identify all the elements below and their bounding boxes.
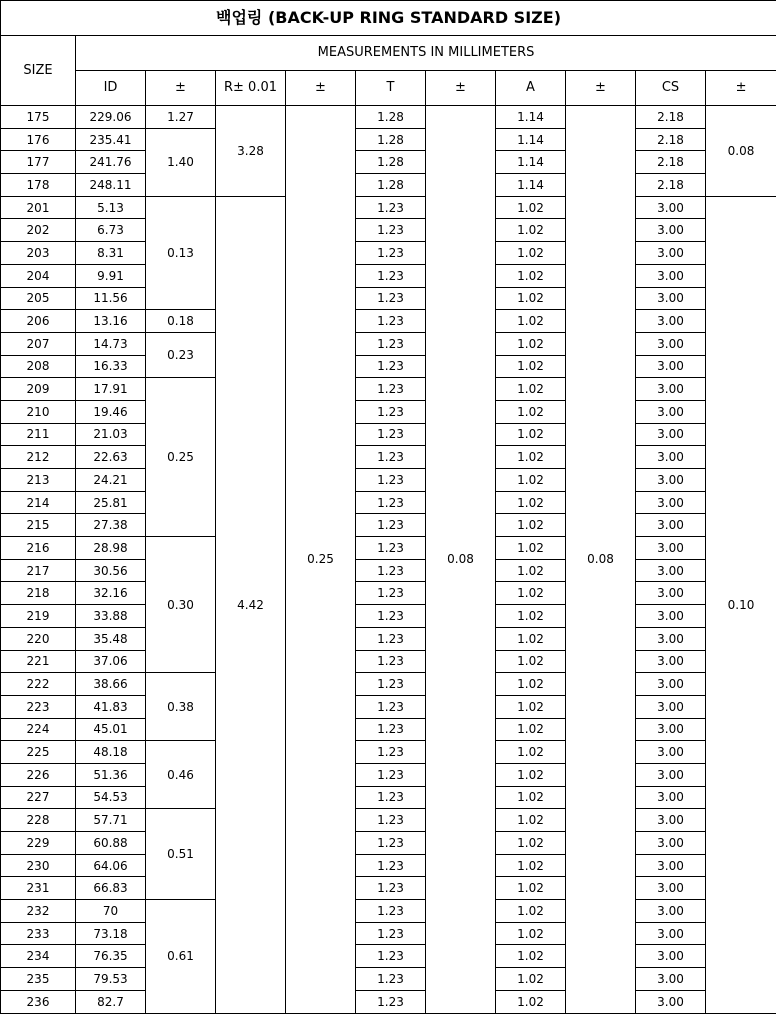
id-tolerance-cell: 0.18 [146,310,216,333]
size-cell: 222 [1,673,76,696]
id-cell: 32.16 [76,582,146,605]
id-cell: 13.16 [76,310,146,333]
a-cell: 1.02 [496,219,566,242]
id-cell: 24.21 [76,469,146,492]
a-cell: 1.02 [496,763,566,786]
t-cell: 1.23 [356,310,426,333]
cs-cell: 3.00 [636,673,706,696]
cs-cell: 3.00 [636,219,706,242]
size-cell: 208 [1,355,76,378]
cs-tolerance-cell: 0.08 [706,106,776,197]
cs-cell: 3.00 [636,763,706,786]
r-tolerance-cell: 0.25 [286,106,356,1014]
table-row [1,990,776,1013]
size-cell: 203 [1,242,76,265]
table-row [1,196,776,219]
table-row [1,242,776,265]
id-cell: 35.48 [76,627,146,650]
table-row [1,968,776,991]
cs-cell: 3.00 [636,446,706,469]
t-cell: 1.23 [356,355,426,378]
column-header-id: ID [76,71,146,106]
t-cell: 1.23 [356,537,426,560]
id-cell: 241.76 [76,151,146,174]
a-cell: 1.02 [496,922,566,945]
t-cell: 1.23 [356,287,426,310]
column-header-r: R± 0.01 [216,71,286,106]
t-cell: 1.28 [356,128,426,151]
id-cell: 17.91 [76,378,146,401]
a-cell: 1.02 [496,537,566,560]
a-cell: 1.02 [496,809,566,832]
size-cell: 219 [1,605,76,628]
id-tolerance-cell: 1.40 [146,128,216,196]
size-cell: 220 [1,627,76,650]
a-cell: 1.02 [496,990,566,1013]
id-cell: 57.71 [76,809,146,832]
size-cell: 178 [1,174,76,197]
a-cell: 1.02 [496,832,566,855]
table-row [1,264,776,287]
cs-cell: 3.00 [636,559,706,582]
t-cell: 1.23 [356,968,426,991]
t-cell: 1.23 [356,559,426,582]
table-row [1,287,776,310]
t-cell: 1.23 [356,491,426,514]
a-cell: 1.02 [496,423,566,446]
cs-cell: 2.18 [636,151,706,174]
size-cell: 175 [1,106,76,129]
table-row [1,900,776,923]
a-cell: 1.14 [496,151,566,174]
table-row [1,128,776,151]
id-tolerance-cell: 0.61 [146,900,216,1013]
size-cell: 235 [1,968,76,991]
id-cell: 37.06 [76,650,146,673]
t-cell: 1.23 [356,718,426,741]
id-cell: 11.56 [76,287,146,310]
id-cell: 70 [76,900,146,923]
size-cell: 209 [1,378,76,401]
size-cell: 215 [1,514,76,537]
cs-cell: 3.00 [636,854,706,877]
t-cell: 1.23 [356,877,426,900]
t-cell: 1.23 [356,219,426,242]
size-column-header: SIZE [1,36,76,106]
id-tolerance-cell: 0.51 [146,809,216,900]
t-cell: 1.23 [356,741,426,764]
size-cell: 232 [1,900,76,923]
t-cell: 1.23 [356,514,426,537]
t-cell: 1.23 [356,582,426,605]
size-cell: 224 [1,718,76,741]
cs-cell: 3.00 [636,741,706,764]
t-cell: 1.28 [356,174,426,197]
cs-cell: 3.00 [636,332,706,355]
id-tolerance-cell: 0.38 [146,673,216,741]
id-cell: 51.36 [76,763,146,786]
id-cell: 45.01 [76,718,146,741]
size-cell: 225 [1,741,76,764]
id-cell: 64.06 [76,854,146,877]
id-cell: 5.13 [76,196,146,219]
size-cell: 213 [1,469,76,492]
id-cell: 21.03 [76,423,146,446]
table-row [1,423,776,446]
t-cell: 1.23 [356,627,426,650]
a-cell: 1.02 [496,264,566,287]
cs-cell: 3.00 [636,922,706,945]
id-cell: 8.31 [76,242,146,265]
column-header-a: A [496,71,566,106]
size-cell: 218 [1,582,76,605]
a-cell: 1.02 [496,968,566,991]
table-row [1,559,776,582]
cs-cell: 3.00 [636,877,706,900]
id-tolerance-cell: 0.13 [146,196,216,309]
size-cell: 216 [1,537,76,560]
size-cell: 233 [1,922,76,945]
a-cell: 1.02 [496,854,566,877]
cs-cell: 3.00 [636,355,706,378]
a-cell: 1.02 [496,650,566,673]
cs-cell: 3.00 [636,832,706,855]
size-cell: 223 [1,695,76,718]
cs-tolerance-cell: 0.10 [706,196,776,1013]
cs-cell: 2.18 [636,174,706,197]
id-tolerance-cell: 0.23 [146,332,216,377]
table-row [1,106,776,129]
t-tolerance-cell: 0.08 [426,106,496,1014]
table-row [1,491,776,514]
table-row [1,355,776,378]
table-row [1,673,776,696]
table-row [1,763,776,786]
t-cell: 1.28 [356,106,426,129]
size-cell: 204 [1,264,76,287]
table-row [1,832,776,855]
cs-cell: 3.00 [636,242,706,265]
size-cell: 231 [1,877,76,900]
table-row [1,174,776,197]
id-cell: 33.88 [76,605,146,628]
id-cell: 14.73 [76,332,146,355]
table-title: 백업링 (BACK-UP RING STANDARD SIZE) [1,1,776,36]
column-header-r-tolerance: ± [286,71,356,106]
a-cell: 1.02 [496,695,566,718]
t-cell: 1.23 [356,832,426,855]
t-cell: 1.23 [356,673,426,696]
id-tolerance-cell: 0.30 [146,537,216,673]
table-row [1,310,776,333]
id-cell: 54.53 [76,786,146,809]
size-cell: 230 [1,854,76,877]
column-header-cs-tolerance: ± [706,71,776,106]
a-cell: 1.02 [496,718,566,741]
table-row [1,537,776,560]
a-cell: 1.02 [496,332,566,355]
size-cell: 202 [1,219,76,242]
cs-cell: 3.00 [636,491,706,514]
table-row [1,469,776,492]
id-cell: 79.53 [76,968,146,991]
id-cell: 22.63 [76,446,146,469]
table-row [1,627,776,650]
id-cell: 82.7 [76,990,146,1013]
size-cell: 176 [1,128,76,151]
size-cell: 229 [1,832,76,855]
t-cell: 1.23 [356,900,426,923]
size-cell: 226 [1,763,76,786]
cs-cell: 3.00 [636,809,706,832]
a-cell: 1.02 [496,514,566,537]
t-cell: 1.23 [356,242,426,265]
size-cell: 201 [1,196,76,219]
t-cell: 1.23 [356,695,426,718]
cs-cell: 3.00 [636,423,706,446]
id-cell: 9.91 [76,264,146,287]
table-row [1,151,776,174]
cs-cell: 2.18 [636,128,706,151]
cs-cell: 3.00 [636,287,706,310]
id-tolerance-cell: 1.27 [146,106,216,129]
a-cell: 1.02 [496,741,566,764]
cs-cell: 3.00 [636,582,706,605]
cs-cell: 3.00 [636,968,706,991]
size-cell: 221 [1,650,76,673]
id-cell: 235.41 [76,128,146,151]
id-cell: 60.88 [76,832,146,855]
column-header-id-tolerance: ± [146,71,216,106]
size-cell: 212 [1,446,76,469]
table-row [1,605,776,628]
cs-cell: 3.00 [636,990,706,1013]
table-row [1,945,776,968]
table-row [1,695,776,718]
size-cell: 227 [1,786,76,809]
a-cell: 1.02 [496,559,566,582]
table-row [1,718,776,741]
table-row [1,786,776,809]
t-cell: 1.23 [356,990,426,1013]
id-cell: 41.83 [76,695,146,718]
t-cell: 1.23 [356,446,426,469]
r-cell: 3.28 [216,106,286,197]
cs-cell: 3.00 [636,378,706,401]
t-cell: 1.23 [356,378,426,401]
a-cell: 1.14 [496,106,566,129]
id-cell: 19.46 [76,400,146,423]
t-cell: 1.23 [356,650,426,673]
id-tolerance-cell: 0.25 [146,378,216,537]
cs-cell: 3.00 [636,650,706,673]
id-cell: 248.11 [76,174,146,197]
a-cell: 1.02 [496,378,566,401]
a-cell: 1.14 [496,174,566,197]
size-cell: 234 [1,945,76,968]
cs-cell: 3.00 [636,786,706,809]
cs-cell: 3.00 [636,514,706,537]
a-cell: 1.02 [496,242,566,265]
t-cell: 1.23 [356,786,426,809]
size-cell: 214 [1,491,76,514]
cs-cell: 2.18 [636,106,706,129]
size-cell: 206 [1,310,76,333]
id-cell: 25.81 [76,491,146,514]
t-cell: 1.28 [356,151,426,174]
a-cell: 1.02 [496,355,566,378]
table-row [1,809,776,832]
t-cell: 1.23 [356,922,426,945]
id-cell: 27.38 [76,514,146,537]
table-row [1,446,776,469]
a-cell: 1.02 [496,196,566,219]
table-row [1,332,776,355]
cs-cell: 3.00 [636,900,706,923]
size-cell: 228 [1,809,76,832]
a-cell: 1.02 [496,310,566,333]
id-cell: 38.66 [76,673,146,696]
t-cell: 1.23 [356,264,426,287]
cs-cell: 3.00 [636,627,706,650]
r-cell: 4.42 [216,196,286,1013]
column-header-cs: CS [636,71,706,106]
a-cell: 1.02 [496,400,566,423]
size-cell: 205 [1,287,76,310]
cs-cell: 3.00 [636,310,706,333]
t-cell: 1.23 [356,945,426,968]
cs-cell: 3.00 [636,605,706,628]
id-tolerance-cell: 0.46 [146,741,216,809]
t-cell: 1.23 [356,400,426,423]
column-header-t: T [356,71,426,106]
measurements-group-header: MEASUREMENTS IN MILLIMETERS [76,36,776,71]
table-row [1,378,776,401]
cs-cell: 3.00 [636,469,706,492]
id-cell: 16.33 [76,355,146,378]
size-cell: 236 [1,990,76,1013]
a-tolerance-cell: 0.08 [566,106,636,1014]
size-cell: 217 [1,559,76,582]
cs-cell: 3.00 [636,718,706,741]
cs-cell: 3.00 [636,400,706,423]
a-cell: 1.02 [496,945,566,968]
size-cell: 177 [1,151,76,174]
t-cell: 1.23 [356,809,426,832]
table-row [1,854,776,877]
a-cell: 1.02 [496,446,566,469]
t-cell: 1.23 [356,854,426,877]
id-cell: 30.56 [76,559,146,582]
a-cell: 1.02 [496,900,566,923]
table-row [1,877,776,900]
t-cell: 1.23 [356,332,426,355]
table-row [1,219,776,242]
column-header-a-tolerance: ± [566,71,636,106]
id-cell: 73.18 [76,922,146,945]
t-cell: 1.23 [356,469,426,492]
a-cell: 1.02 [496,287,566,310]
size-cell: 207 [1,332,76,355]
table-row [1,514,776,537]
a-cell: 1.02 [496,605,566,628]
a-cell: 1.02 [496,469,566,492]
id-cell: 28.98 [76,537,146,560]
a-cell: 1.02 [496,786,566,809]
id-cell: 48.18 [76,741,146,764]
column-header-t-tolerance: ± [426,71,496,106]
cs-cell: 3.00 [636,695,706,718]
cs-cell: 3.00 [636,945,706,968]
cs-cell: 3.00 [636,537,706,560]
a-cell: 1.02 [496,673,566,696]
size-cell: 211 [1,423,76,446]
a-cell: 1.14 [496,128,566,151]
id-cell: 229.06 [76,106,146,129]
a-cell: 1.02 [496,877,566,900]
a-cell: 1.02 [496,582,566,605]
a-cell: 1.02 [496,627,566,650]
id-cell: 76.35 [76,945,146,968]
table-row [1,400,776,423]
t-cell: 1.23 [356,423,426,446]
id-cell: 6.73 [76,219,146,242]
cs-cell: 3.00 [636,264,706,287]
t-cell: 1.23 [356,196,426,219]
table-row [1,582,776,605]
table-row [1,650,776,673]
a-cell: 1.02 [496,491,566,514]
cs-cell: 3.00 [636,196,706,219]
t-cell: 1.23 [356,763,426,786]
table-body [1,106,776,1014]
t-cell: 1.23 [356,605,426,628]
id-cell: 66.83 [76,877,146,900]
size-cell: 210 [1,400,76,423]
table-row [1,922,776,945]
table-row [1,741,776,764]
